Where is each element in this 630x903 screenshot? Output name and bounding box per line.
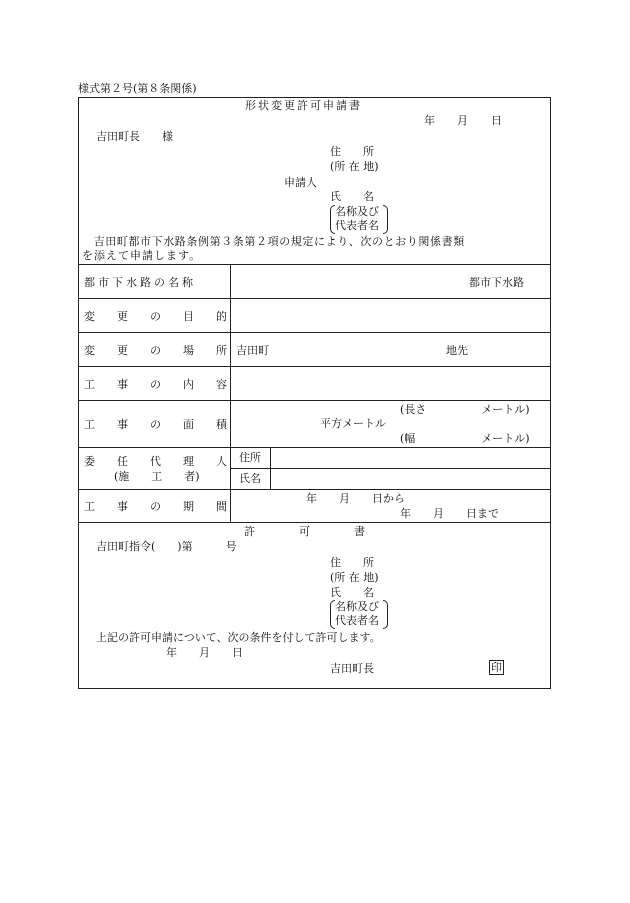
applicant-corp-name-label: 名称及び bbox=[335, 205, 379, 218]
table-line bbox=[78, 366, 551, 367]
issuer-name: 吉田町長 bbox=[330, 662, 374, 675]
table-line bbox=[78, 489, 551, 490]
application-body-line2: を添えて申請します。 bbox=[82, 249, 202, 262]
purpose-label: 変 更 の 目 的 bbox=[84, 310, 227, 323]
work-area-width: (幅 メートル) bbox=[400, 432, 530, 445]
date-day: 日 bbox=[491, 114, 502, 127]
permit-name-label: 氏 名 bbox=[330, 586, 374, 599]
agent-sublabel: (施 工 者) bbox=[114, 470, 200, 483]
agent-address-label: 住所 bbox=[239, 451, 261, 464]
sewer-name-label: 都市下水路の名称 bbox=[84, 276, 196, 289]
table-line bbox=[78, 332, 551, 333]
table-line bbox=[78, 522, 551, 523]
permit-corp-name-label: 名称及び bbox=[335, 600, 379, 613]
applicant-representative-label: 代表者名 bbox=[335, 219, 379, 232]
permit-title: 許 可 書 bbox=[244, 525, 365, 538]
application-body-line1: 吉田町都市下水路条例第３条第２項の規定により、次のとおり関係書類 bbox=[82, 235, 465, 248]
agent-label: 委 任 代 理 人 bbox=[84, 455, 227, 468]
period-from: 年 月 日から bbox=[306, 492, 405, 505]
table-line bbox=[78, 298, 551, 299]
work-content-label: 工 事 の 内 容 bbox=[84, 378, 227, 391]
seal-stamp: 印 bbox=[491, 661, 502, 674]
application-title: 形状変更許可申請書 bbox=[245, 99, 362, 112]
work-area-label: 工 事 の 面 積 bbox=[84, 418, 227, 431]
place-suffix: 地先 bbox=[446, 344, 468, 357]
bracket-right bbox=[383, 205, 388, 234]
form-number: 様式第２号(第８条関係) bbox=[78, 82, 197, 95]
date-month: 月 bbox=[457, 114, 468, 127]
permit-representative-label: 代表者名 bbox=[335, 614, 379, 627]
date-year: 年 bbox=[424, 114, 435, 127]
applicant-name-label: 氏 名 bbox=[330, 190, 374, 203]
period-to: 年 月 日まで bbox=[400, 507, 499, 520]
table-line bbox=[78, 447, 551, 448]
addressee: 吉田町長 様 bbox=[96, 130, 173, 143]
permit-address-label: 住 所 bbox=[330, 556, 374, 569]
place-prefix: 吉田町 bbox=[236, 344, 269, 357]
applicant-label: 申請人 bbox=[284, 176, 317, 189]
applicant-location-label: (所 在 地) bbox=[330, 160, 379, 173]
table-line bbox=[78, 264, 551, 265]
work-area-length: (長さ メートル) bbox=[400, 403, 530, 416]
period-label: 工 事 の 期 間 bbox=[84, 500, 227, 513]
permit-body: 上記の許可申請について、次の条件を付して許可します。 bbox=[96, 631, 381, 644]
directive-number: 吉田町指令( )第 号 bbox=[96, 540, 237, 553]
permit-location-label: (所 在 地) bbox=[330, 571, 379, 584]
sewer-name-suffix: 都市下水路 bbox=[469, 276, 524, 289]
table-divider bbox=[230, 264, 231, 522]
work-area-unit: 平方メートル bbox=[320, 417, 386, 430]
place-label: 変 更 の 場 所 bbox=[84, 344, 227, 357]
applicant-address-label: 住 所 bbox=[330, 145, 374, 158]
table-line bbox=[78, 400, 551, 401]
agent-row-line bbox=[230, 468, 551, 469]
permit-date-line: 年 月 日 bbox=[166, 646, 243, 659]
agent-name-label: 氏名 bbox=[239, 472, 261, 485]
bracket-right bbox=[383, 600, 388, 629]
